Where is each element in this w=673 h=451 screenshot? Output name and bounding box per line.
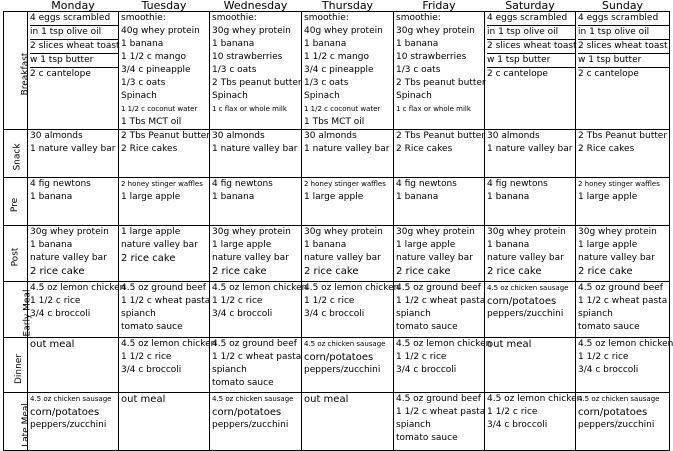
food-item: Spinach: [121, 91, 157, 101]
food-item: 1 Tbs MCT oil: [304, 117, 365, 127]
food-item: 1 large apple: [578, 240, 638, 250]
food-item: corn/potatoes: [487, 296, 557, 307]
food-item: w 1 tsp butter: [578, 54, 669, 68]
food-item: 2 slices wheat toast: [578, 40, 669, 54]
food-item: 30g whey protein: [30, 227, 109, 237]
meal-cell-early-meal-friday: [394, 282, 485, 338]
food-item: 4.5 oz ground beef: [578, 283, 663, 293]
food-item: tomato sauce: [121, 322, 183, 332]
meal-cell-dinner-thursday: [302, 338, 394, 393]
food-item: 4.5 oz ground beef: [212, 339, 297, 349]
meal-row-breakfast: [4, 12, 670, 130]
day-header-thursday: Thursday: [321, 0, 374, 12]
food-item: 1 banana: [212, 39, 255, 49]
meal-cell-dinner-friday: [394, 338, 492, 393]
food-item: 30 almonds: [487, 131, 540, 141]
food-item: 1 1/2 c rice: [487, 407, 538, 417]
food-item: smoothie:: [396, 13, 441, 23]
food-item: 3/4 c broccoli: [304, 309, 365, 319]
food-item: 1 1/2 c wheat pasta: [212, 352, 302, 362]
meal-cell-breakfast-friday: [394, 12, 485, 130]
food-item: 4.5 oz ground beef: [396, 394, 481, 404]
food-item: 4 fig newtons: [30, 179, 91, 189]
food-item: tomato sauce: [578, 322, 640, 332]
food-item: 2 honey stinger waffles: [304, 180, 386, 188]
food-item: 1 1/2 c wheat pasta: [396, 296, 486, 306]
food-item: 10 strawberries: [212, 52, 283, 62]
meal-cell-dinner-saturday: [485, 338, 576, 393]
meal-rows: [4, 12, 673, 451]
food-item: 2 honey stinger waffles: [121, 180, 203, 188]
meal-cell-late-meal-tuesday: [119, 393, 210, 451]
food-item: 30g whey protein: [396, 26, 475, 36]
day-header-row: [4, 0, 670, 12]
food-item: 4.5 oz chicken sausage: [578, 395, 660, 403]
food-item: 1/3 c oats: [212, 65, 257, 75]
food-item: 4.5 oz lemon chicken: [30, 283, 126, 293]
food-item: 4 fig newtons: [487, 179, 548, 189]
day-header-friday: Friday: [422, 0, 456, 12]
food-item: 4 eggs scrambled: [30, 12, 118, 26]
food-item: 1 1/2 c coconut water: [121, 105, 198, 113]
meal-row-late-meal: [4, 393, 670, 451]
food-item: 2 Rice cakes: [578, 144, 635, 154]
food-item: spianch: [212, 365, 247, 375]
food-item: 2 rice cake: [304, 266, 359, 277]
food-item: nature valley bar: [396, 253, 473, 263]
food-item: 1 1/2 c rice: [304, 296, 355, 306]
meal-cell-dinner-tuesday: [119, 338, 217, 393]
meal-cell-pre-sunday: [576, 178, 670, 226]
meal-cell-late-meal-friday: [394, 393, 485, 451]
food-item: 1 large apple: [304, 192, 364, 202]
meal-cell-early-meal-wednesday: [210, 282, 308, 338]
meal-row-label: [4, 338, 28, 393]
food-item: in 1 tsp olive oil: [30, 26, 118, 40]
food-item: w 1 tsp butter: [487, 54, 575, 68]
food-item: 3/4 c broccoli: [578, 365, 639, 375]
food-item: 2 Tbs Peanut butter: [396, 131, 486, 141]
food-item: Spinach: [396, 91, 432, 101]
food-item: in 1 tsp olive oil: [487, 26, 575, 40]
food-item: spianch: [396, 420, 431, 430]
meal-plan-table: [3, 0, 673, 451]
food-item: 2 Tbs peanut butter: [212, 78, 302, 88]
food-item: 10 strawberries: [396, 52, 467, 62]
food-item: 4.5 oz ground beef: [121, 283, 206, 293]
meal-cell-snack-sunday: [576, 130, 670, 178]
meal-row-label: [4, 178, 28, 226]
food-item: 2 rice cake: [30, 266, 85, 277]
food-item: 1 banana: [304, 39, 347, 49]
day-header-monday: Monday: [51, 0, 95, 12]
food-item: peppers/zucchini: [212, 420, 289, 430]
food-item: 1 banana: [30, 192, 73, 202]
food-item: 2 c cantelope: [578, 69, 639, 79]
food-item: 4 fig newtons: [212, 179, 273, 189]
food-item: 1 nature valley bar: [212, 144, 298, 154]
food-item: 4.5 oz lemon chicken: [578, 339, 673, 349]
meal-cell-dinner-sunday: [576, 338, 673, 393]
food-item: out meal: [121, 394, 166, 405]
meal-cell-post-wednesday: [210, 226, 302, 282]
food-item: 40g whey protein: [304, 26, 383, 36]
food-item: 1 1/2 c rice: [212, 296, 263, 306]
food-item: 1 large apple: [212, 240, 272, 250]
food-item: 30 almonds: [30, 131, 83, 141]
meal-cell-breakfast-tuesday: [119, 12, 210, 130]
meal-row-label: [4, 393, 31, 451]
food-item: 1 banana: [30, 240, 73, 250]
food-item: Spinach: [304, 91, 340, 101]
food-item: 30 almonds: [304, 131, 357, 141]
food-item: 2 Rice cakes: [396, 144, 453, 154]
food-item: 1 banana: [487, 240, 530, 250]
food-item: 1 c flax or whole milk: [396, 105, 471, 113]
meal-cell-dinner-wednesday: [210, 338, 302, 393]
food-item: 1 1/2 c coconut water: [304, 105, 381, 113]
meal-cell-post-monday: [28, 226, 119, 282]
meal-cell-pre-monday: [28, 178, 119, 226]
food-item: spianch: [121, 309, 156, 319]
food-item: 3/4 c broccoli: [30, 309, 91, 319]
meal-row-label-text: Dinner: [14, 353, 25, 384]
food-item: 1 1/2 c rice: [121, 352, 172, 362]
meal-cell-late-meal-thursday: [302, 393, 394, 451]
food-item: 1 1/2 c mango: [121, 52, 186, 62]
food-item: 1 banana: [396, 192, 439, 202]
meal-cell-late-meal-monday: [28, 393, 119, 451]
food-item: 1 banana: [304, 240, 347, 250]
food-item: peppers/zucchini: [487, 309, 564, 319]
meal-cell-snack-tuesday: [119, 130, 210, 178]
food-item: peppers/zucchini: [578, 420, 655, 430]
meal-cell-pre-saturday: [485, 178, 576, 226]
food-item: 2 c cantelope: [487, 69, 548, 79]
day-header-tuesday: Tuesday: [141, 0, 187, 12]
food-item: 3/4 c pineapple: [121, 65, 191, 75]
meal-cell-dinner-monday: [28, 338, 119, 393]
meal-cell-early-meal-monday: [28, 282, 126, 338]
food-item: 40g whey protein: [121, 26, 200, 36]
food-item: 30g whey protein: [304, 227, 383, 237]
food-item: 1 1/2 c rice: [30, 296, 81, 306]
meal-cell-post-thursday: [302, 226, 394, 282]
food-item: tomato sauce: [396, 433, 458, 443]
food-item: 2 rice cake: [578, 266, 633, 277]
food-item: 4.5 oz lemon chicken: [487, 394, 583, 404]
meal-cell-breakfast-wednesday: [210, 12, 302, 130]
food-item: nature valley bar: [487, 253, 564, 263]
meal-cell-late-meal-saturday: [485, 393, 583, 451]
food-item: out meal: [30, 339, 75, 350]
meal-cell-post-saturday: [485, 226, 576, 282]
food-item: 2 rice cake: [121, 253, 176, 264]
food-item: 30g whey protein: [212, 227, 291, 237]
meal-cell-early-meal-thursday: [302, 282, 400, 338]
food-item: 4.5 oz ground beef: [396, 283, 481, 293]
meal-cell-post-friday: [394, 226, 485, 282]
food-item: 1 1/2 c wheat pasta: [121, 296, 211, 306]
meal-row-pre: [4, 178, 670, 226]
meal-cell-post-tuesday: [119, 226, 210, 282]
day-header-wednesday: Wednesday: [223, 0, 288, 12]
food-item: 1 banana: [121, 39, 164, 49]
food-item: spianch: [578, 309, 613, 319]
food-item: 4 eggs scrambled: [578, 12, 669, 26]
meal-cell-late-meal-wednesday: [210, 393, 302, 451]
meal-row-label-text: Snack: [12, 143, 23, 171]
food-item: nature valley bar: [121, 240, 198, 250]
food-item: 2 slices wheat toast: [30, 40, 118, 54]
food-item: w 1 tsp butter: [30, 54, 118, 68]
meal-cell-snack-saturday: [485, 130, 576, 178]
food-item: 3/4 c broccoli: [487, 420, 548, 430]
meal-cell-pre-tuesday: [119, 178, 210, 226]
food-item: 4.5 oz lemon chicken: [212, 283, 308, 293]
food-item: 4.5 oz chicken sausage: [30, 395, 112, 403]
food-item: 30g whey protein: [396, 227, 475, 237]
corner-cell: [4, 0, 28, 12]
meal-row-label: [4, 12, 31, 130]
food-item: 4 eggs scrambled: [487, 12, 575, 26]
food-item: 2 c cantelope: [30, 69, 91, 79]
meal-cell-breakfast-monday: [28, 12, 119, 130]
meal-row-label-text: Breakfast: [20, 52, 31, 96]
food-item: 1/3 c oats: [396, 65, 441, 75]
meal-row-label-text: Early Meal: [22, 289, 33, 337]
food-item: peppers/zucchini: [304, 365, 381, 375]
day-header-sunday: Sunday: [601, 0, 644, 12]
food-item: 4 fig newtons: [396, 179, 457, 189]
food-item: 1 c flax or whole milk: [212, 105, 287, 113]
food-item: 1 nature valley bar: [304, 144, 390, 154]
food-item: 1 1/2 c wheat pasta: [578, 296, 668, 306]
food-item: 1 Tbs MCT oil: [121, 117, 182, 127]
meal-row-early-meal: [4, 282, 670, 338]
food-item: 2 rice cake: [212, 266, 267, 277]
food-item: corn/potatoes: [212, 407, 282, 418]
food-item: tomato sauce: [212, 378, 274, 388]
food-item: 2 Tbs Peanut butter: [121, 131, 211, 141]
food-item: nature valley bar: [578, 253, 655, 263]
meal-cell-early-meal-tuesday: [119, 282, 210, 338]
food-item: 1 1/2 c rice: [396, 352, 447, 362]
meal-cell-snack-friday: [394, 130, 485, 178]
meal-cell-snack-monday: [28, 130, 119, 178]
food-item: 3/4 c broccoli: [121, 365, 182, 375]
meal-cell-breakfast-thursday: [302, 12, 394, 130]
food-item: Spinach: [212, 91, 248, 101]
food-item: in 1 tsp olive oil: [578, 26, 669, 40]
meal-row-label-text: Late Meal: [20, 403, 31, 447]
food-item: corn/potatoes: [30, 407, 100, 418]
meal-cell-post-sunday: [576, 226, 670, 282]
food-item: corn/potatoes: [578, 407, 648, 418]
meal-cell-breakfast-saturday: [485, 12, 576, 130]
food-item: 4.5 oz chicken sausage: [212, 395, 294, 403]
meal-row-label: [4, 282, 33, 338]
food-item: nature valley bar: [212, 253, 289, 263]
food-item: 1 large apple: [578, 192, 638, 202]
food-item: 2 rice cake: [396, 266, 451, 277]
meal-row-label-text: Post: [10, 247, 21, 267]
food-item: nature valley bar: [30, 253, 107, 263]
meal-cell-pre-thursday: [302, 178, 394, 226]
food-item: 1 1/2 c rice: [578, 352, 629, 362]
food-item: 2 Rice cakes: [121, 144, 178, 154]
food-item: 4.5 oz chicken sausage: [304, 340, 386, 348]
day-header-saturday: Saturday: [505, 0, 555, 12]
food-item: smoothie:: [304, 13, 349, 23]
food-item: 4.5 oz lemon chicken: [304, 283, 400, 293]
food-item: 2 Tbs Peanut butter: [578, 131, 668, 141]
food-item: corn/potatoes: [304, 352, 374, 363]
meal-row-label-text: Pre: [10, 197, 21, 213]
food-item: 1 nature valley bar: [30, 144, 116, 154]
food-item: nature valley bar: [304, 253, 381, 263]
meal-row-label: [4, 226, 28, 282]
meal-cell-breakfast-sunday: [576, 12, 670, 130]
food-item: 1 large apple: [121, 192, 181, 202]
food-item: peppers/zucchini: [30, 420, 107, 430]
food-item: 4.5 oz lemon chicken: [121, 339, 217, 349]
meal-row-post: [4, 226, 670, 282]
food-item: 1 banana: [212, 192, 255, 202]
food-item: 1 nature valley bar: [487, 144, 573, 154]
meal-row-label: [4, 130, 28, 178]
food-item: spianch: [396, 309, 431, 319]
food-item: smoothie:: [121, 13, 166, 23]
meal-row-snack: [4, 130, 670, 178]
food-item: 1 1/2 c wheat pasta: [396, 407, 486, 417]
food-item: 1/3 c oats: [304, 78, 349, 88]
meal-cell-late-meal-sunday: [576, 393, 670, 451]
meal-row-dinner: [4, 338, 670, 393]
food-item: 1 1/2 c mango: [304, 52, 369, 62]
food-item: tomato sauce: [396, 322, 458, 332]
food-item: 30 almonds: [212, 131, 265, 141]
meal-cell-snack-thursday: [302, 130, 394, 178]
food-item: 2 Tbs peanut butter: [396, 78, 486, 88]
food-item: 2 honey stinger waffles: [578, 180, 660, 188]
meal-cell-early-meal-saturday: [485, 282, 576, 338]
food-item: 30g whey protein: [487, 227, 566, 237]
food-item: 4.5 oz chicken sausage: [487, 284, 569, 292]
food-item: 1 large apple: [121, 227, 181, 237]
meal-cell-snack-wednesday: [210, 130, 302, 178]
food-item: 2 slices wheat toast: [487, 40, 575, 54]
food-item: 1 large apple: [396, 240, 456, 250]
food-item: 30g whey protein: [212, 26, 291, 36]
food-item: 1 banana: [396, 39, 439, 49]
meal-cell-pre-wednesday: [210, 178, 302, 226]
food-item: 1 banana: [487, 192, 530, 202]
meal-cell-early-meal-sunday: [576, 282, 670, 338]
food-item: 3/4 c broccoli: [212, 309, 273, 319]
food-item: 4.5 oz lemon chicken: [396, 339, 492, 349]
food-item: smoothie:: [212, 13, 257, 23]
meal-cell-pre-friday: [394, 178, 485, 226]
food-item: 3/4 c broccoli: [396, 365, 457, 375]
food-item: out meal: [487, 339, 532, 350]
food-item: 2 rice cake: [487, 266, 542, 277]
food-item: 1/3 c oats: [121, 78, 166, 88]
food-item: 3/4 c pineapple: [304, 65, 374, 75]
food-item: 30g whey protein: [578, 227, 657, 237]
food-item: out meal: [304, 394, 349, 405]
